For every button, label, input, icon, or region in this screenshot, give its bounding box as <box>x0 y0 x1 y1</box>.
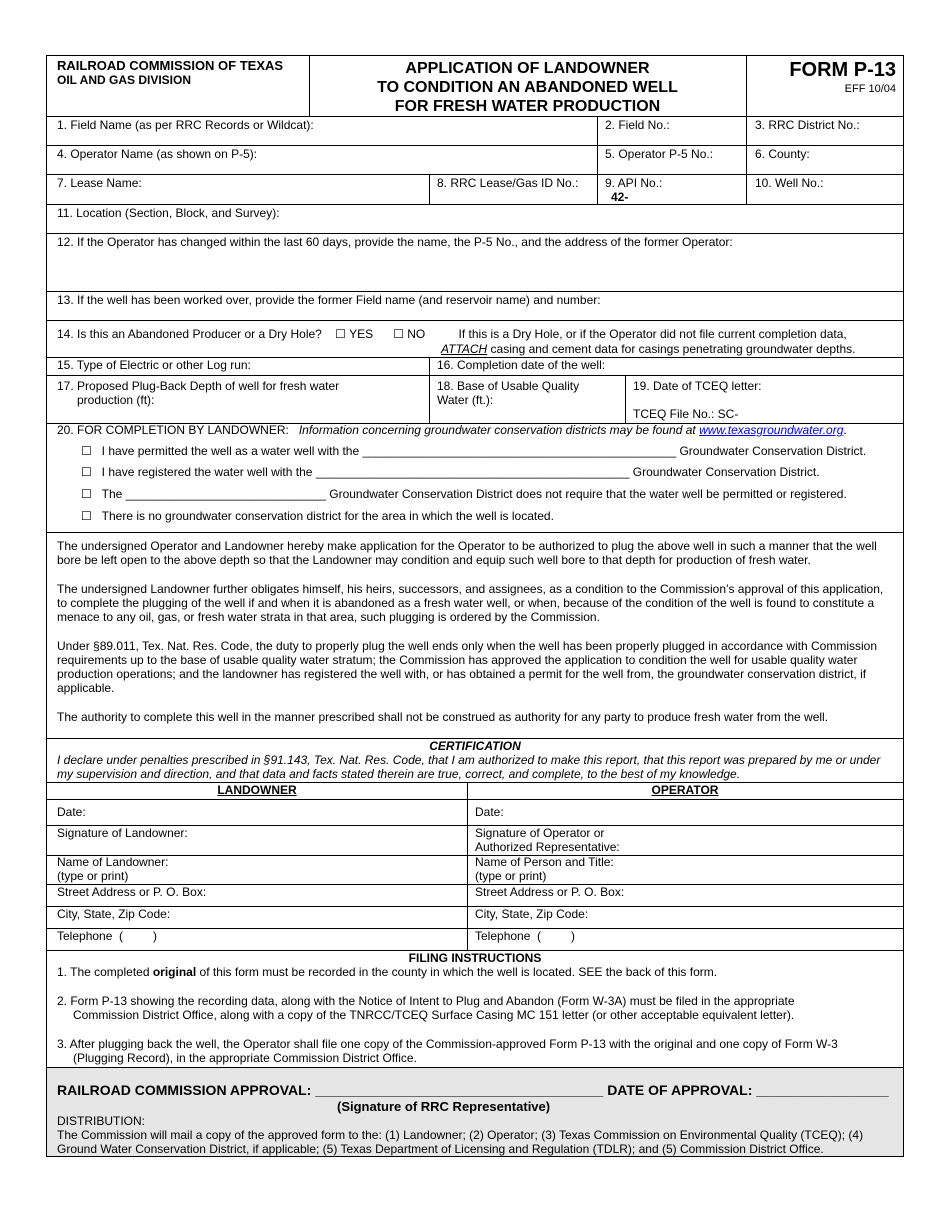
application-paragraph: The undersigned Operator and Landowner hereby make application for the Operator to be authorized to plug the above well in such a manner that the well bore be left open to the above depth so that the Landowner may condition and equip such well bore to that depth for production of fresh water. <box>57 539 877 567</box>
form-p13 <box>46 55 904 1157</box>
title-line-1: APPLICATION OF LANDOWNER <box>405 60 650 77</box>
landowner-heading: 20. FOR COMPLETION BY LANDOWNER: <box>57 423 289 437</box>
plugging-duty-paragraph: Under §89.011, Tex. Nat. Res. Code, the duty to properly plug the well ends only when the well has been properly plugged in accordance with Commission requirements up to the base of usable quality water stratum; the Commission has approved the application to condition the well for usable quality water production operations; and the landowner has registered the well with, or has obtained a permit for the well from, the groundwater conservation district, if applicable. <box>57 639 878 695</box>
log-type-label: 15. Type of Electric or other Log run: <box>57 358 251 372</box>
landowner-city-label: City, State, Zip Code: <box>57 907 171 921</box>
tceq-letter-date-label: 19. Date of TCEQ letter: <box>633 379 762 393</box>
no-district-text: There is no groundwater conservation district for the area in which the well is located. <box>101 509 554 523</box>
county-label: 6. County: <box>755 147 810 161</box>
attach-word: ATTACH <box>441 342 488 356</box>
filing-heading: FILING INSTRUCTIONS <box>408 951 542 965</box>
title-line-3: FOR FRESH WATER PRODUCTION <box>394 98 661 115</box>
operator-date-label: Date: <box>475 805 504 819</box>
field-no-label: 2. Field No.: <box>605 118 670 132</box>
obligation-paragraph: The undersigned Landowner further obligates himself, his heirs, successors, and assignees, as a condition to the Commission’s approval of this application, to complete the plugging of the well if and when it is abandoned as a fresh water well, or when, because of the condition of the well is found to constitute a menace to any oil, gas, or fresh water strata in that area, such plugging is ordered by the Commission. <box>57 582 884 624</box>
tceq-file-no-label: TCEQ File No.: SC- <box>633 407 739 421</box>
filing-2-line-2: Commission District Office, along with a copy of the TNRCC/TCEQ Surface Casing MC 151 letter (or other acceptable equivalent letter). <box>73 1008 795 1022</box>
not-required-text: The ______________________________ Groundwater Conservation District does not require that the water well be permitted or registered. <box>101 487 847 501</box>
plug-back-line-2: production (ft): <box>77 393 155 407</box>
plug-back-line-1: 17. Proposed Plug-Back Depth of well for fresh water <box>57 379 340 393</box>
option-permitted <box>81 444 866 458</box>
agency-name: RAILROAD COMMISSION OF TEXAS <box>57 58 284 73</box>
abandoned-or-dry-row <box>57 327 897 341</box>
location-label: 11. Location (Section, Block, and Survey): <box>57 206 280 220</box>
landowner-street-label: Street Address or P. O. Box: <box>57 885 207 899</box>
registered-text: I have registered the water well with the _______________________________________________ Groundwater Conservation District. <box>101 465 820 479</box>
rrc-approval-line: RAILROAD COMMISSION APPROVAL: _____________________________________ DATE OF APPROVAL: _________________ <box>57 1082 889 1098</box>
no-label: NO <box>407 327 426 341</box>
form-title <box>309 59 746 116</box>
rrc-district-label: 3. RRC District No.: <box>755 118 860 132</box>
lease-name-label: 7. Lease Name: <box>57 176 142 190</box>
filing-1-suffix: of this form must be recorded in the county in which the well is located. SEE the back of this form. <box>196 965 718 979</box>
landowner-column-heading: LANDOWNER <box>217 783 297 797</box>
landowner-section-heading: 20. FOR COMPLETION BY LANDOWNER: Information concerning groundwater conservation districts may be found at www.texasgroundwater.org. <box>57 423 847 437</box>
option-not-required <box>81 487 847 501</box>
option-registered <box>81 465 820 479</box>
permitted-checkbox[interactable]: ☐ <box>81 444 92 458</box>
api-prefix: 42- <box>611 190 629 204</box>
operator-telephone-label: Telephone ( ) <box>475 929 576 943</box>
completion-date-label: 16. Completion date of the well: <box>437 358 606 372</box>
filing-2-line-1: 2. Form P-13 showing the recording data, along with the Notice of Intent to Plug and Abandon (Form W-3A) must be filed in the appropriate <box>57 994 795 1008</box>
effective-date: EFF 10/04 <box>844 83 896 95</box>
former-field-label: 13. If the well has been worked over, provide the former Field name (and reservoir name) and number: <box>57 293 601 307</box>
certification-heading: CERTIFICATION <box>429 739 521 753</box>
distribution-text: The Commission will mail a copy of the approved form to the: (1) Landowner; (2) Operator; (3) Texas Commission on Environmental Quality (TCEQ); (4) Ground Water Conservation District, if applicable; (5) Texas Department of Licensing and Regulation (TDLR); and (5) Commission District Office. <box>57 1128 864 1156</box>
attach-note-text: casing and cement data for casings penetrating groundwater depths. <box>487 342 856 356</box>
form-number: FORM P-13 <box>789 59 896 81</box>
yes-checkbox[interactable]: ☐ <box>335 327 346 341</box>
operator-name-title-label <box>475 855 614 883</box>
yes-label: YES <box>349 327 374 341</box>
landowner-telephone-label: Telephone ( ) <box>57 929 158 943</box>
usable-water-line-1: 18. Base of Usable Quality <box>437 379 580 393</box>
division-name: OIL AND GAS DIVISION <box>57 73 192 87</box>
permitted-text: I have permitted the well as a water well with the _______________________________________________ Groundwater Conservation District. <box>101 444 867 458</box>
certification-text: I declare under penalties prescribed in §91.143, Tex. Nat. Res. Code, that I am authorized to make this report, that this report was prepared by me or under my supervision and direction, and that data and facts stated therein are true, correct, and complete, to the best of my knowledge. <box>57 753 881 781</box>
operator-signature-label <box>475 826 620 854</box>
usable-water-line-2: Water (ft.): <box>437 393 494 407</box>
abandoned-question: 14. Is this an Abandoned Producer or a Dry Hole? <box>57 327 322 341</box>
groundwater-link[interactable]: www.texasgroundwater.org <box>699 423 844 437</box>
attach-note <box>441 342 855 356</box>
distribution-heading: DISTRIBUTION: <box>57 1114 146 1128</box>
landowner-date-label: Date: <box>57 805 86 819</box>
not-required-checkbox[interactable]: ☐ <box>81 487 92 501</box>
filing-instruction-3 <box>57 1037 897 1065</box>
no-checkbox[interactable]: ☐ <box>393 327 404 341</box>
operator-p5-label: 5. Operator P-5 No.: <box>605 147 714 161</box>
filing-3-line-1: 3. After plugging back the well, the Operator shall file one copy of the Commission-approved Form P-13 with the original and one copy of Form W-3 <box>57 1037 838 1051</box>
operator-name-label: 4. Operator Name (as shown on P-5): <box>57 147 258 161</box>
dry-hole-note: If this is a Dry Hole, or if the Operator did not file current completion data, <box>458 327 847 341</box>
filing-1-prefix: 1. The completed <box>57 965 153 979</box>
landowner-name-label <box>57 855 168 883</box>
groundwater-info: Information concerning groundwater conservation districts may be found at <box>298 423 696 437</box>
registered-checkbox[interactable]: ☐ <box>81 465 92 479</box>
landowner-name-line-1: Name of Landowner: <box>57 855 169 869</box>
plug-back-depth-label <box>57 379 339 407</box>
filing-instruction-1 <box>57 965 897 979</box>
operator-signature-line-1: Signature of Operator or <box>475 826 605 840</box>
title-line-2: TO CONDITION AN ABANDONED WELL <box>377 79 678 96</box>
usable-water-base-label <box>437 379 579 407</box>
rrc-lease-id-label: 8. RRC Lease/Gas ID No.: <box>437 176 579 190</box>
field-name-label: 1. Field Name (as per RRC Records or Wildcat): <box>57 118 314 132</box>
operator-city-label: City, State, Zip Code: <box>475 907 589 921</box>
filing-1-original: original <box>152 965 197 979</box>
filing-instruction-2 <box>57 994 897 1022</box>
landowner-type-print: (type or print) <box>57 869 129 883</box>
operator-name-line-1: Name of Person and Title: <box>475 855 614 869</box>
authority-paragraph: The authority to complete this well in the manner prescribed shall not be construed as authority for any party to produce fresh water from the well. <box>57 710 829 724</box>
filing-3-line-2: (Plugging Record), in the appropriate Commission District Office. <box>73 1051 417 1065</box>
operator-column-heading: OPERATOR <box>651 783 719 797</box>
api-no-label: 9. API No.: <box>605 176 663 190</box>
rrc-signature-note: (Signature of RRC Representative) <box>337 1099 551 1114</box>
option-no-district <box>81 509 554 523</box>
no-district-checkbox[interactable]: ☐ <box>81 509 92 523</box>
landowner-signature-label: Signature of Landowner: <box>57 826 188 840</box>
operator-signature-line-2: Authorized Representative: <box>475 840 620 854</box>
operator-street-label: Street Address or P. O. Box: <box>475 885 625 899</box>
operator-type-print: (type or print) <box>475 869 547 883</box>
former-operator-label: 12. If the Operator has changed within the last 60 days, provide the name, the P-5 No., and the address of the former Operator: <box>57 235 733 249</box>
well-no-label: 10. Well No.: <box>755 176 824 190</box>
